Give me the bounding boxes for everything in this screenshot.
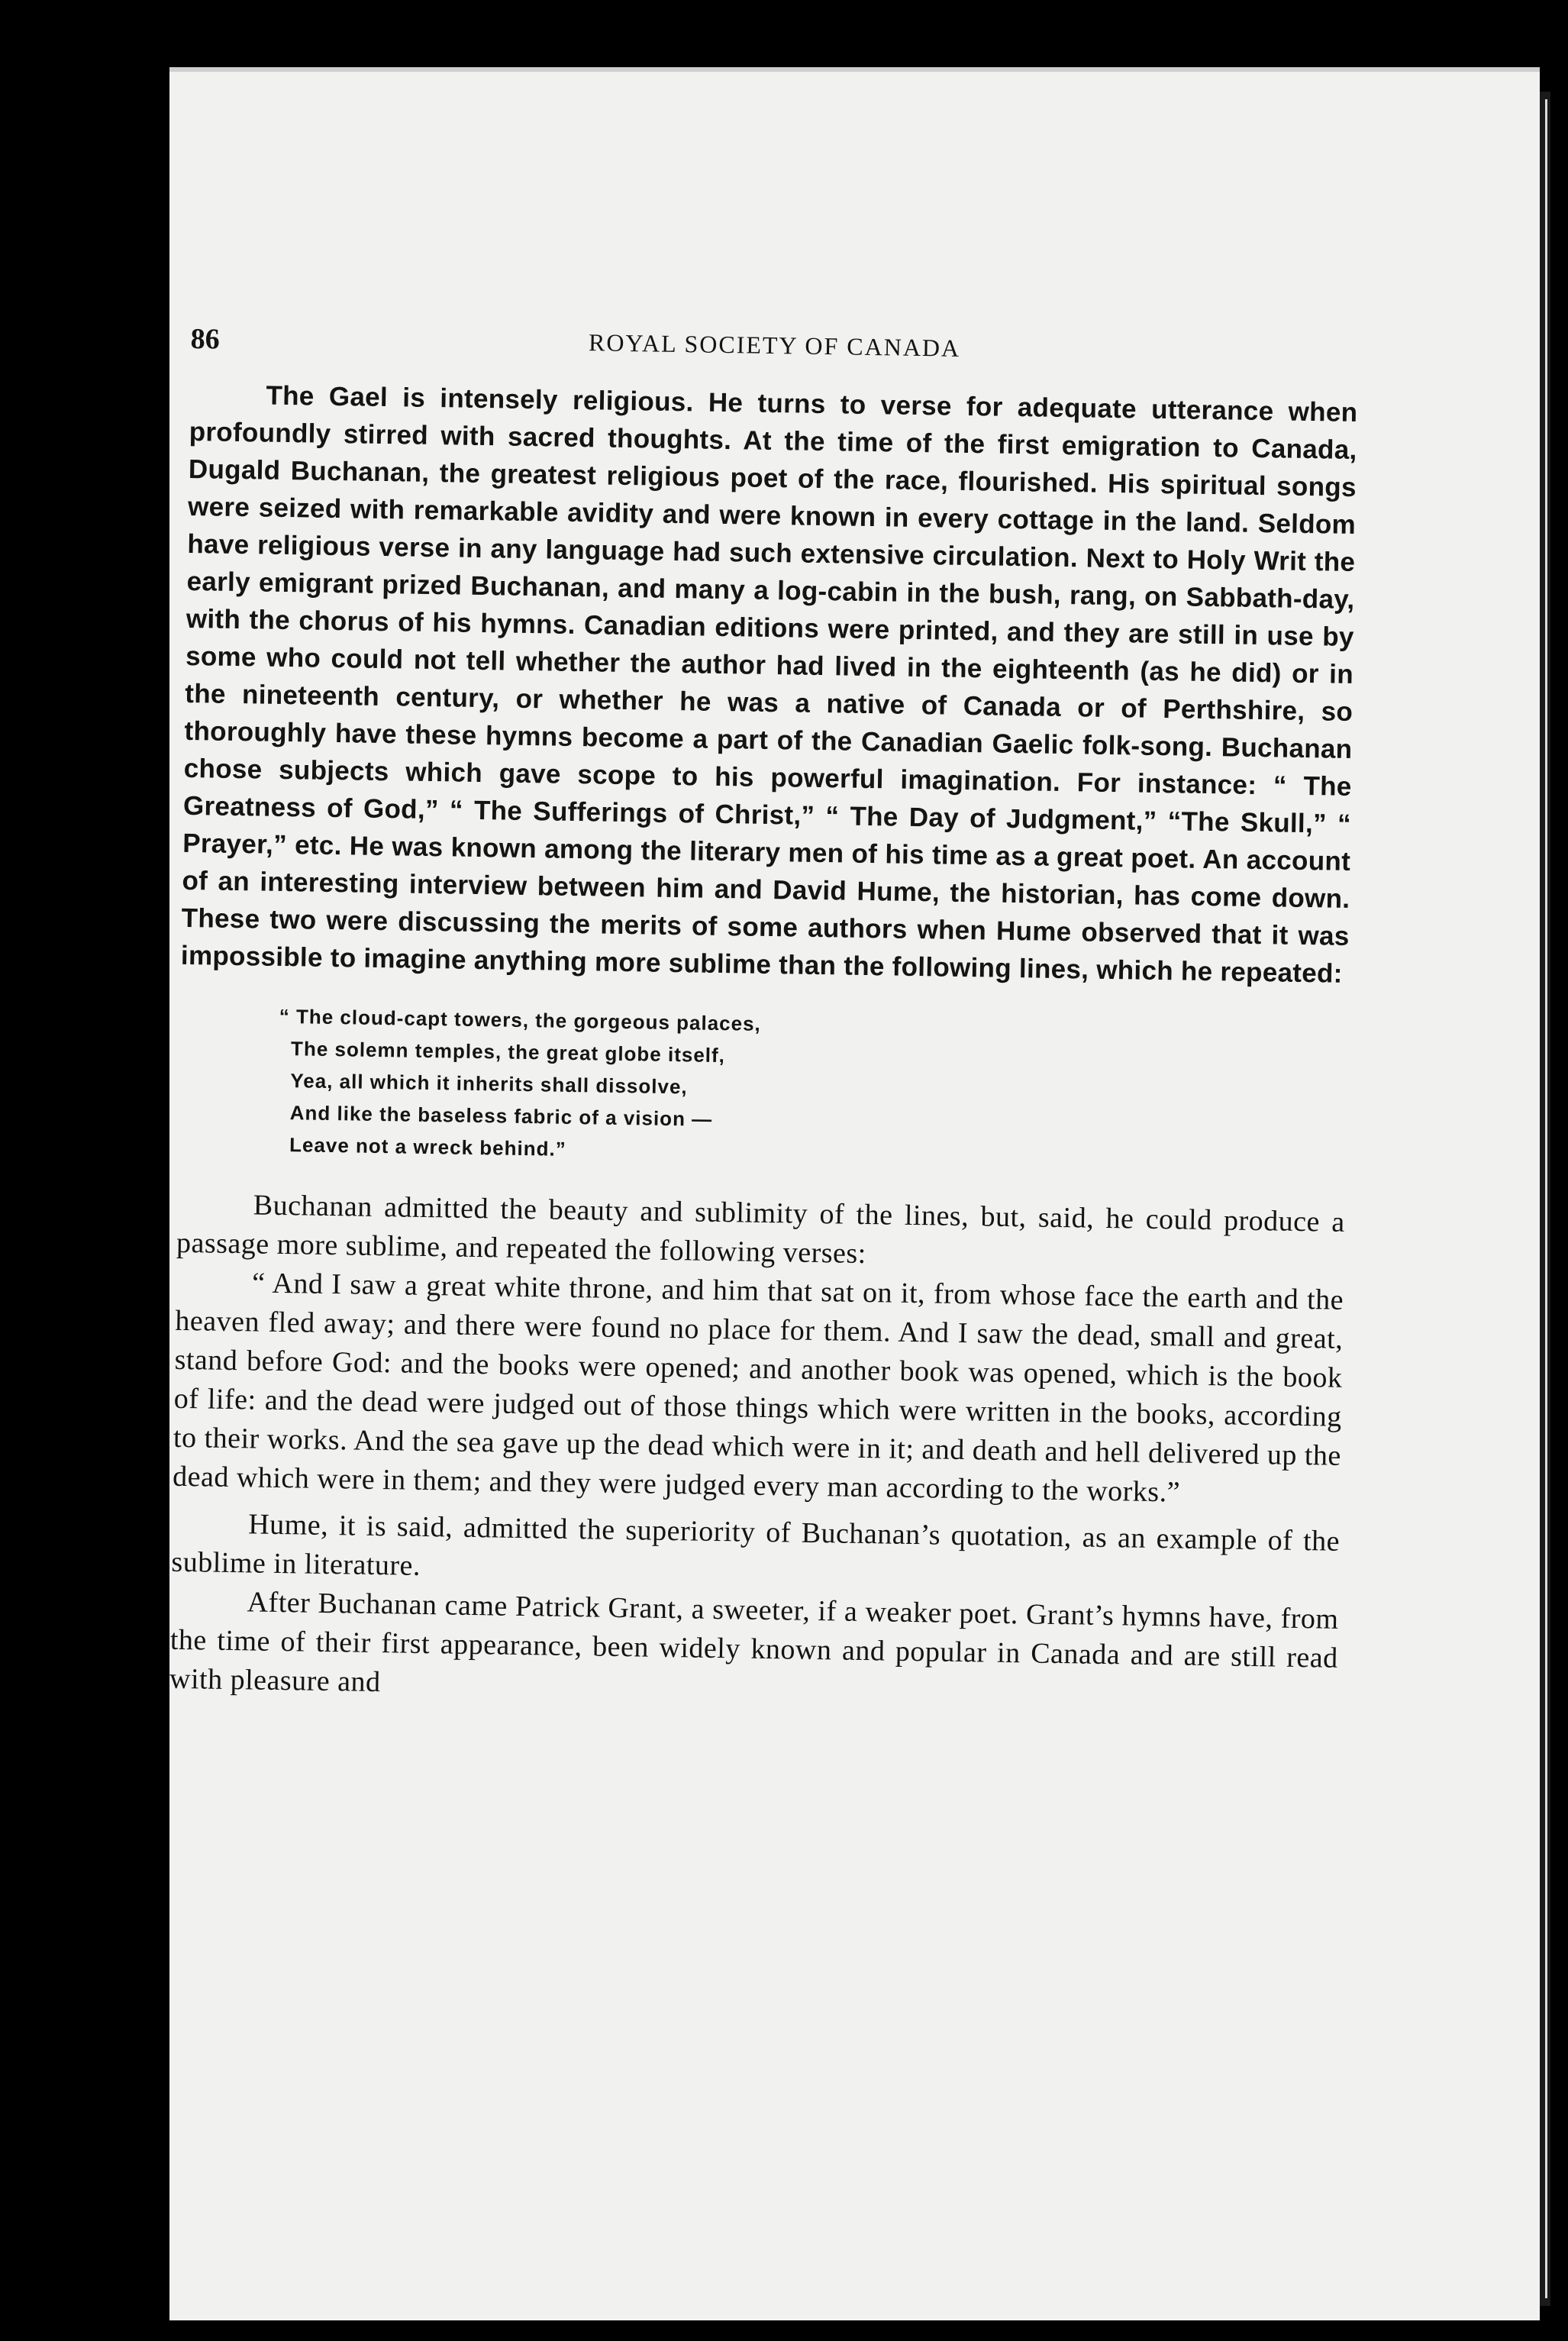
quoted-verse [277, 1000, 1348, 1177]
quote-line: The solemn temples, the great globe itself, [290, 1037, 726, 1067]
quote-line: Yea, all which it inherits shall dissolve, [290, 1069, 688, 1099]
paragraph-revelation-quote: “ And I saw a great white throne, and him that sat on it, from whose face the earth and the heaven fled away; and there were found no place for them. And I saw the dead, small and great, stand before God: and the books were opened; and another book was opened, which is the book of life: and the dead were judged out of those things which were written in the books, according to their works. And the sea gave up the dead which were in it; and death and hell delivered up the dead which were in them; and they were judged every man according to the works.” [172, 1267, 1344, 1509]
paragraph-hume-admitted: Hume, it is said, admitted the superiority of Buchanan’s quotation, as an example of the sublime in literature. [171, 1508, 1341, 1582]
running-head: ROYAL SOCIETY OF CANADA [588, 328, 961, 362]
quote-line: Leave not a wreck behind.” [289, 1133, 566, 1161]
quote-line: “ The cloud-capt towers, the gorgeous palaces, [279, 1004, 762, 1035]
paragraph-gael-religious: The Gael is intensely religious. He turns to verse for adequate utterance when profoundly stirred with sacred thoughts. At the time of the first emigration to Canada, Dugald Buchanan, the greatest religious poet of the race, flourished. His spiritual songs were seized with remarkable avidity and were known in every cottage in the land. Seldom have religious verse in any language had such extensive circulation. Next to Holy Writ the early emigrant prized Buchanan, and many a log-cabin in the bush, rang, on Sabbath-day, with the chorus of his hymns. Canadian editions were printed, and they are still in use by some who could not tell whether the author had lived in the eighteenth (as he did) or in the nineteenth century, or whether he was a native of Canada or of Perthshire, so thoroughly have these hymns become a part of the Canadian Gaelic folk-song. Buchanan chose subjects which gave scope to his powerful imagination. For instance: “ The Greatness of God,” “ The Sufferings of Christ,” “ The Day of Judgment,” “The Skull,” “ Prayer,” etc. He was known among the literary men of his time as a great poet. An account of an interesting interview between him and David Hume, the historian, has come down. These two were discussing the merits of some authors when Hume observed that it was impossible to imagine anything more sublime than the following lines, which he repeated: [180, 380, 1358, 989]
facing-page-edge-line [1545, 99, 1547, 2298]
page-text [169, 322, 1359, 1717]
page-number: 86 [190, 322, 220, 356]
quote-line: And like the baseless fabric of a vision — [289, 1101, 713, 1131]
paragraph-buchanan-admitted: Buchanan admitted the beauty and sublimity of the lines, but, said, he could produce a passage more sublime, and repeated the following verses: [176, 1189, 1345, 1271]
paragraph-patrick-grant: After Buchanan came Patrick Grant, a sweeter, if a weaker poet. Grant’s hymns have, from the time of their first appearance, been widely known and popular in Canada and are still read with pleasure and [169, 1586, 1339, 1699]
